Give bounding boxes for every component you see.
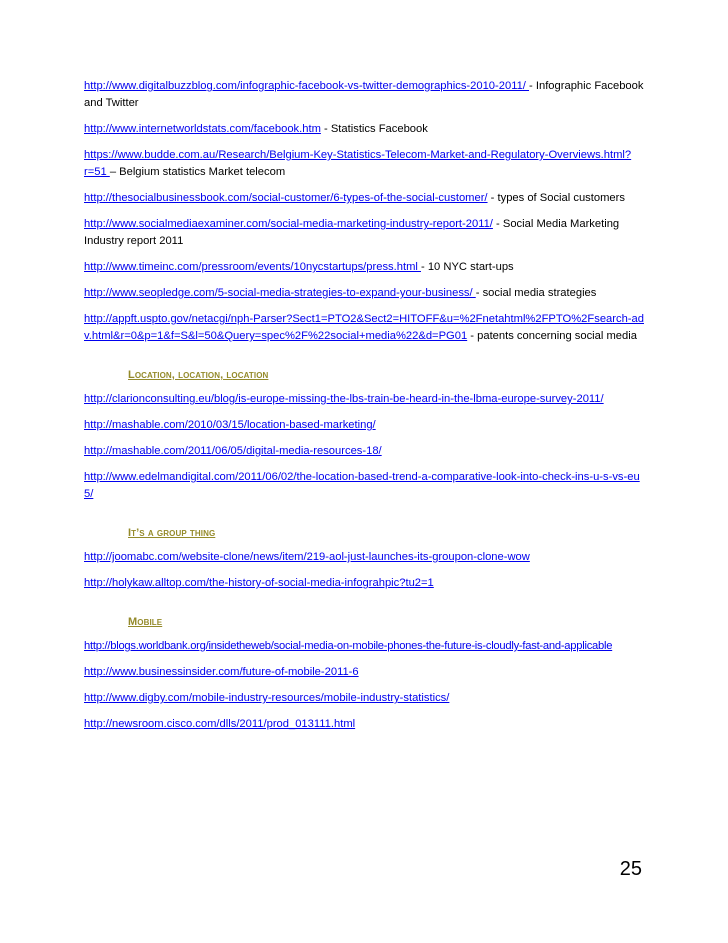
reference-group-general	[84, 78, 648, 345]
reference-group-group-thing	[84, 549, 648, 592]
reference-link[interactable]: http://www.internetworldstats.com/facebook.htm	[84, 123, 321, 135]
section-heading-text: It’s a group thing	[128, 527, 216, 539]
reference-link[interactable]: http://mashable.com/2010/03/15/location-based-marketing/	[84, 419, 376, 431]
reference-link[interactable]: http://www.digby.com/mobile-industry-resources/mobile-industry-statistics/	[84, 692, 450, 704]
section-heading-group-thing	[84, 523, 648, 541]
reference-entry	[84, 716, 648, 733]
reference-entry	[84, 311, 648, 345]
section-heading-text: Mobile	[128, 616, 163, 628]
reference-description: - 10 NYC start-ups	[421, 261, 514, 273]
reference-link[interactable]: http://www.edelmandigital.com/2011/06/02/the-location-based-trend-a-comparative-look-into-check-ins-u-s-vs-eu5/	[84, 471, 640, 500]
section-heading-mobile	[84, 612, 648, 630]
reference-entry	[84, 78, 648, 112]
reference-group-mobile	[84, 638, 648, 733]
reference-description: - Statistics Facebook	[320, 123, 428, 135]
reference-entry	[84, 417, 648, 434]
reference-entry	[84, 259, 648, 276]
reference-link[interactable]: http://thesocialbusinessbook.com/social-customer/6-types-of-the-social-customer/	[84, 192, 488, 204]
reference-entry	[84, 190, 648, 207]
reference-link[interactable]: http://blogs.worldbank.org/insidetheweb/social-media-on-mobile-phones-the-future-is-cloudly-fast-and-applicable	[84, 640, 613, 652]
reference-link[interactable]: https://www.budde.com.au/Research/Belgium-Key-Statistics-Telecom-Market-and-Regulatory-Overviews.html?r=51	[84, 149, 632, 178]
reference-entry	[84, 690, 648, 707]
reference-link[interactable]: http://mashable.com/2011/06/05/digital-media-resources-18/	[84, 445, 382, 457]
reference-link[interactable]: http://www.seopledge.com/5-social-media-strategies-to-expand-your-business/	[84, 287, 476, 299]
reference-entry	[84, 216, 648, 250]
reference-entry	[84, 285, 648, 302]
reference-entry	[84, 121, 648, 138]
reference-entry	[84, 469, 648, 503]
section-heading-location	[84, 365, 648, 383]
reference-description: - social media strategies	[475, 287, 597, 299]
reference-link[interactable]: http://clarionconsulting.eu/blog/is-europe-missing-the-lbs-train-be-heard-in-the-lbma-europe-survey-2011/	[84, 393, 604, 405]
reference-link[interactable]: http://appft.uspto.gov/netacgi/nph-Parser?Sect1=PTO2&Sect2=HITOFF&u=%2Fnetahtml%2FPTO%2Fsearch-adv.html&r=0&p=1&f=S&l=50&Query=spec%2F%22social+media%22&d=PG01	[84, 313, 644, 342]
section-heading-text: Location, location, location	[128, 369, 269, 381]
reference-description: - Social Media Marketing Industry report 2011	[84, 218, 620, 247]
reference-description: - patents concerning social media	[467, 330, 637, 342]
reference-link[interactable]: http://www.digitalbuzzblog.com/infographic-facebook-vs-twitter-demographics-2010-2011/	[84, 80, 530, 92]
reference-entry	[84, 549, 648, 566]
reference-description: - Infographic Facebook and Twitter	[84, 80, 644, 109]
reference-link[interactable]: http://www.timeinc.com/pressroom/events/10nycstartups/press.html	[84, 261, 421, 273]
reference-link[interactable]: http://www.socialmediaexaminer.com/social-media-marketing-industry-report-2011/	[84, 218, 493, 230]
reference-link[interactable]: http://www.businessinsider.com/future-of-mobile-2011-6	[84, 666, 359, 678]
reference-entry	[84, 575, 648, 592]
reference-link[interactable]: http://joomabc.com/website-clone/news/item/219-aol-just-launches-its-groupon-clone-wow	[84, 551, 530, 563]
reference-entry	[84, 147, 648, 181]
reference-description: – Belgium statistics Market telecom	[109, 166, 286, 178]
reference-entry	[84, 638, 648, 655]
reference-entry	[84, 391, 648, 408]
reference-description: - types of Social customers	[487, 192, 625, 204]
reference-entry	[84, 443, 648, 460]
reference-link[interactable]: http://newsroom.cisco.com/dlls/2011/prod_013111.html	[84, 718, 356, 730]
reference-group-location	[84, 391, 648, 503]
reference-link[interactable]: http://holykaw.alltop.com/the-history-of-social-media-infograhpic?tu2=1	[84, 577, 434, 589]
document-page	[84, 78, 648, 742]
reference-entry	[84, 664, 648, 681]
page-number: 25	[619, 858, 642, 880]
